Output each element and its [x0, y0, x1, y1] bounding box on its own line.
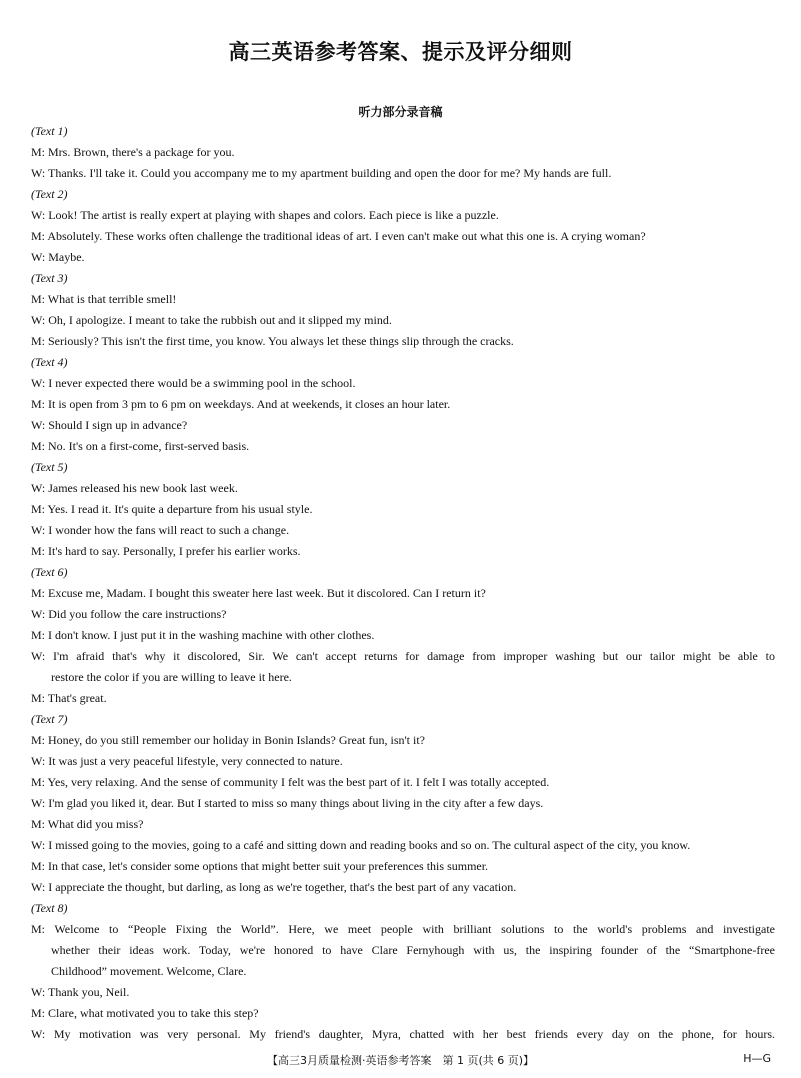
- dialogue-line: M: In that case, let's consider some options that might better suit your preferences this summer.: [31, 859, 489, 873]
- dialogue-line: M: Absolutely. These works often challenge the traditional ideas of art. I even can't make out what this one is. A crying woman?: [31, 229, 646, 243]
- dialogue-line: M: Clare, what motivated you to take this step?: [31, 1006, 259, 1020]
- dialogue-line: M: Mrs. Brown, there's a package for you.: [31, 145, 235, 159]
- text-section-label: (Text 4): [31, 355, 68, 369]
- dialogue-line-continuation: Childhood” movement. Welcome, Clare.: [51, 964, 247, 978]
- dialogue-line: M: Yes. I read it. It's quite a departure from his usual style.: [31, 502, 313, 516]
- dialogue-line: M: What is that terrible smell!: [31, 292, 177, 306]
- dialogue-line-continuation: whether their ideas work. Today, we're honored to have Clare Fernyhough with us, the inspiring founder of the “Smartphone-free: [51, 943, 775, 957]
- dialogue-line: W: I missed going to the movies, going to a café and sitting down and reading books and so on. The cultural aspect of the city, you know.: [31, 838, 691, 852]
- text-section-label: (Text 1): [31, 124, 68, 138]
- footer-page-info: 【高三3月质量检测·英语参考答案 第 1 页(共 6 页)】: [266, 1054, 535, 1067]
- dialogue-line: W: Thank you, Neil.: [31, 985, 130, 999]
- dialogue-line: M: Honey, do you still remember our holiday in Bonin Islands? Great fun, isn't it?: [31, 733, 425, 747]
- dialogue-line: M: No. It's on a first-come, first-served basis.: [31, 439, 250, 453]
- dialogue-line: W: I'm afraid that's why it discolored, Sir. We can't accept returns for damage from improper washing but our tailor might be able to: [31, 649, 775, 663]
- dialogue-line: M: It is open from 3 pm to 6 pm on weekdays. And at weekends, it closes an hour later.: [31, 397, 451, 411]
- section-subtitle: 听力部分录音稿: [358, 105, 443, 119]
- dialogue-line: W: Oh, I apologize. I meant to take the rubbish out and it slipped my mind.: [31, 313, 392, 327]
- dialogue-line: M: Seriously? This isn't the first time, you know. You always let these things slip through the cracks.: [31, 334, 514, 348]
- dialogue-line: W: I appreciate the thought, but darling, as long as we're together, that's the best part of any vacation.: [31, 880, 517, 894]
- dialogue-line: W: I'm glad you liked it, dear. But I started to miss so many things about living in the city after a few days.: [31, 796, 544, 810]
- dialogue-line: W: Should I sign up in advance?: [31, 418, 188, 432]
- dialogue-line: M: Yes, very relaxing. And the sense of community I felt was the best part of it. I felt I was totally accepted.: [31, 775, 550, 789]
- page-footer: [0, 1050, 801, 1070]
- dialogue-line: M: Excuse me, Madam. I bought this sweater here last week. But it discolored. Can I return it?: [31, 586, 486, 600]
- dialogue-line: W: I never expected there would be a swimming pool in the school.: [31, 376, 356, 390]
- dialogue-line: W: Look! The artist is really expert at playing with shapes and colors. Each piece is like a puzzle.: [31, 208, 499, 222]
- document-title: 高三英语参考答案、提示及评分细则: [228, 40, 573, 64]
- text-section-label: (Text 7): [31, 712, 68, 726]
- dialogue-line: W: Maybe.: [31, 250, 85, 264]
- dialogue-line: W: Thanks. I'll take it. Could you accompany me to my apartment building and open the door for me? My hands are full.: [31, 166, 612, 180]
- transcript-body: [31, 121, 775, 1045]
- dialogue-line: W: I wonder how the fans will react to such a change.: [31, 523, 290, 537]
- text-section-label: (Text 5): [31, 460, 68, 474]
- dialogue-line: M: I don't know. I just put it in the washing machine with other clothes.: [31, 628, 375, 642]
- dialogue-line: W: It was just a very peaceful lifestyle, very connected to nature.: [31, 754, 343, 768]
- dialogue-line: W: My motivation was very personal. My friend's daughter, Myra, chatted with her best friends every day on the phone, for hours.: [31, 1027, 775, 1041]
- dialogue-line: M: Welcome to “People Fixing the World”. Here, we meet people with brilliant solutions to the world's problems and investigate: [31, 922, 775, 936]
- footer-code: H—G: [743, 1052, 771, 1065]
- dialogue-line: W: Did you follow the care instructions?: [31, 607, 227, 621]
- text-section-label: (Text 3): [31, 271, 68, 285]
- dialogue-line: M: That's great.: [31, 691, 107, 705]
- text-section-label: (Text 6): [31, 565, 68, 579]
- text-section-label: (Text 8): [31, 901, 68, 915]
- dialogue-line: M: What did you miss?: [31, 817, 144, 831]
- dialogue-line: M: It's hard to say. Personally, I prefer his earlier works.: [31, 544, 301, 558]
- dialogue-line: W: James released his new book last week.: [31, 481, 238, 495]
- dialogue-line-continuation: restore the color if you are willing to leave it here.: [51, 670, 292, 684]
- text-section-label: (Text 2): [31, 187, 68, 201]
